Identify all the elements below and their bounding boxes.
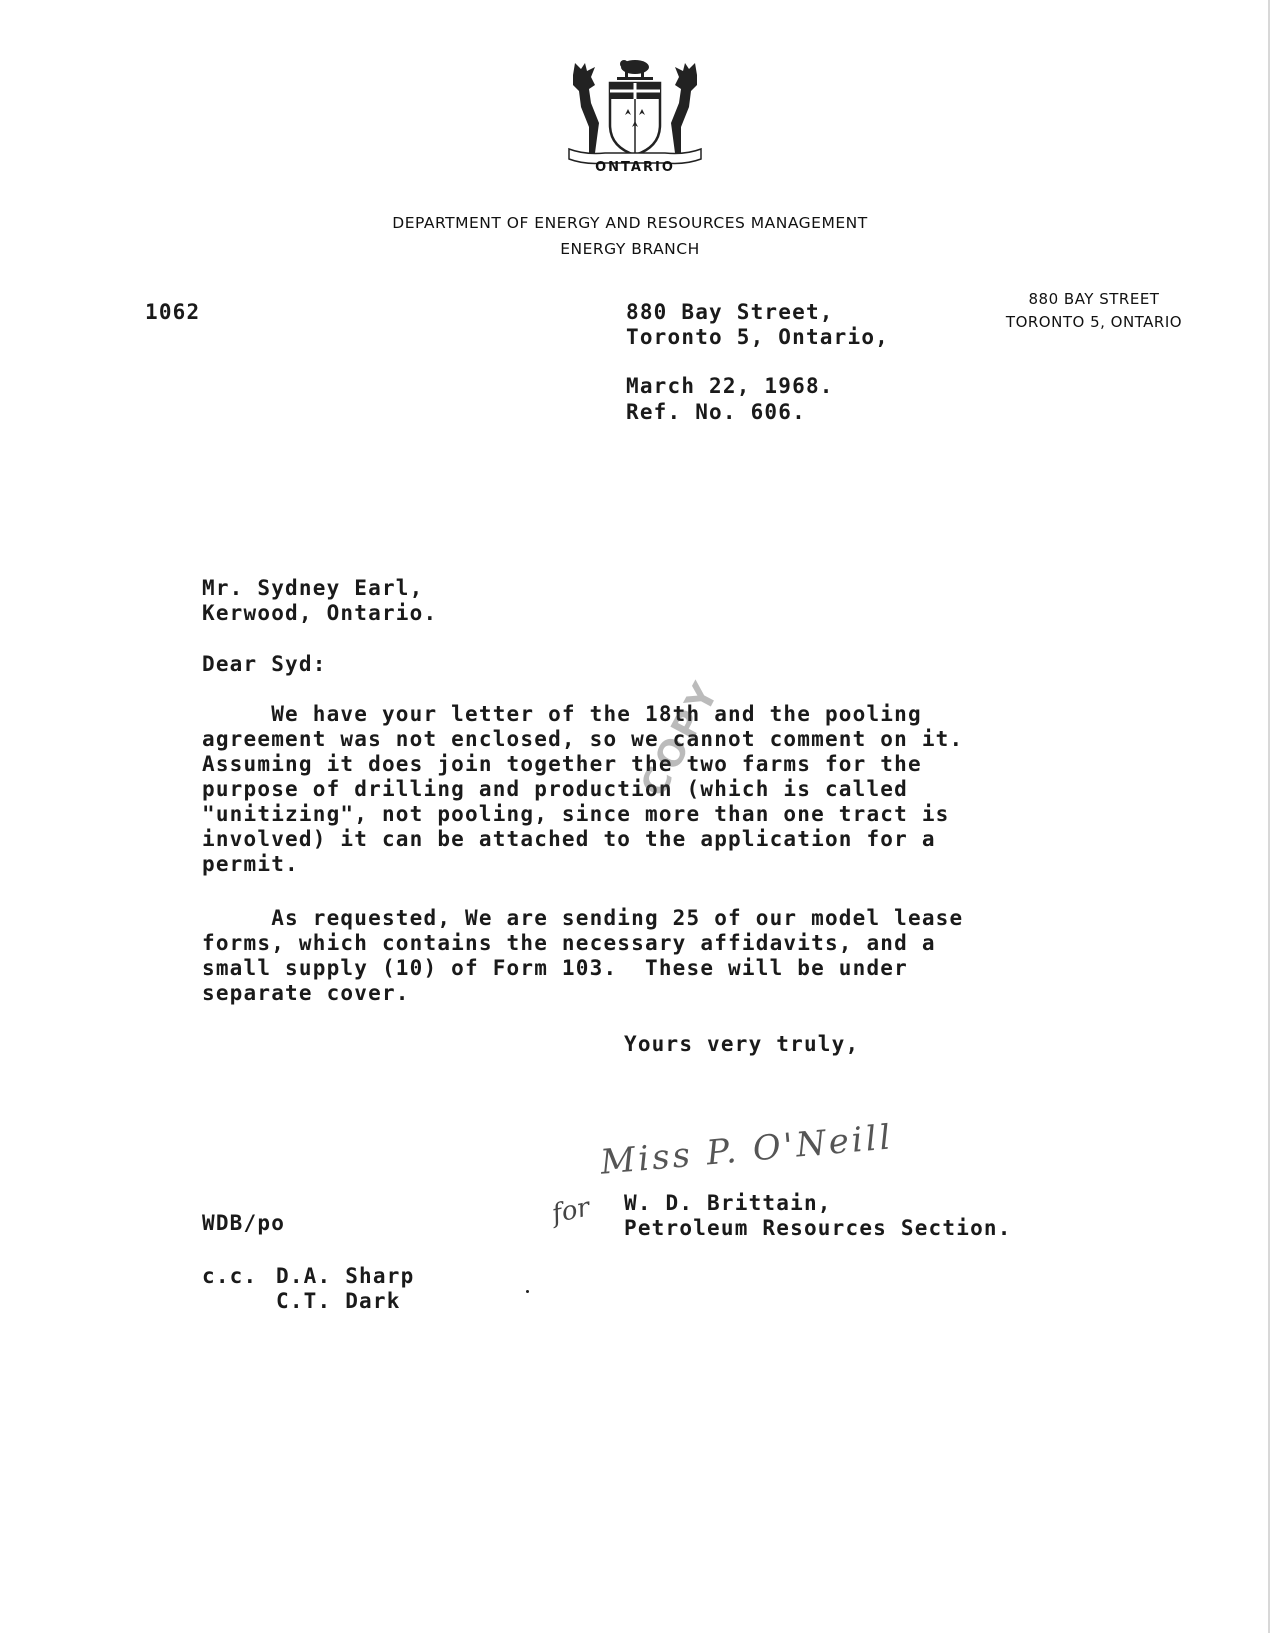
paragraph1-line: "unitizing", not pooling, since more than one tract is xyxy=(202,802,950,826)
paragraph1-line: purpose of drilling and production (which is called xyxy=(202,777,908,801)
recipient-name: Mr. Sydney Earl, xyxy=(202,576,424,600)
typist-initials: WDB/po xyxy=(202,1211,286,1235)
paragraph1-line: agreement was not enclosed, so we cannot comment on it. xyxy=(202,727,964,751)
closing: Yours very truly, xyxy=(624,1032,860,1056)
cc-label: c.c. xyxy=(202,1264,258,1288)
paragraph2-line: small supply (10) of Form 103. These will be under xyxy=(202,956,908,980)
ontario-coat-of-arms-icon xyxy=(565,55,705,170)
cc-recipient: C.T. Dark xyxy=(276,1289,401,1313)
government-name: ONTARIO xyxy=(595,160,675,175)
paragraph2-line: separate cover. xyxy=(202,981,410,1005)
salutation: Dear Syd: xyxy=(202,652,327,676)
signature-for-mark: for xyxy=(549,1192,593,1230)
ink-speck xyxy=(526,1290,529,1293)
paragraph1-line: We have your letter of the 18th and the pooling xyxy=(202,702,922,726)
paragraph1-line: involved) it can be attached to the application for a xyxy=(202,827,936,851)
signatory-name: W. D. Brittain, xyxy=(624,1191,832,1215)
handwritten-signature: Miss P. O'Neill xyxy=(598,1117,895,1183)
paragraph2-line: As requested, We are sending 25 of our model lease xyxy=(202,906,964,930)
signatory-section: Petroleum Resources Section. xyxy=(624,1216,1012,1240)
department-name: DEPARTMENT OF ENERGY AND RESOURCES MANAGEMENT xyxy=(392,214,868,232)
letter-date: March 22, 1968. xyxy=(626,374,834,398)
paragraph1-line: permit. xyxy=(202,852,299,876)
copy-stamp: COPY xyxy=(633,673,729,804)
scan-edge xyxy=(1268,0,1270,1633)
paragraph1-line: Assuming it does join together the two farms for the xyxy=(202,752,922,776)
cc-recipient: D.A. Sharp xyxy=(276,1264,415,1288)
letterhead-address-city: TORONTO 5, ONTARIO xyxy=(1005,313,1183,331)
sender-address-line1: 880 Bay Street, xyxy=(626,300,834,324)
paragraph2-line: forms, which contains the necessary affidavits, and a xyxy=(202,931,936,955)
file-number: 1062 xyxy=(145,300,201,324)
recipient-city: Kerwood, Ontario. xyxy=(202,601,438,625)
letterhead-address-street: 880 BAY STREET xyxy=(1028,290,1160,308)
sender-address-line2: Toronto 5, Ontario, xyxy=(626,325,890,349)
reference-number: Ref. No. 606. xyxy=(626,400,806,424)
branch-name: ENERGY BRANCH xyxy=(560,240,700,258)
